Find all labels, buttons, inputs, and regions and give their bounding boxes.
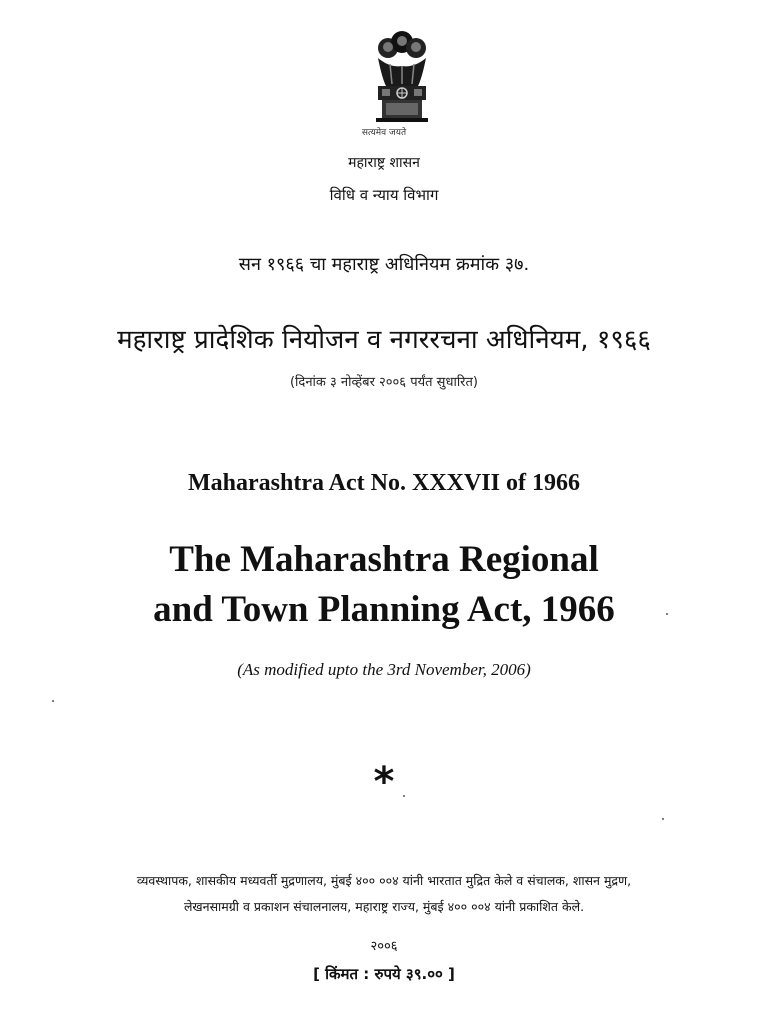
act-number-marathi: सन १९६६ चा महाराष्ट्र अधिनियम क्रमांक ३७. <box>238 254 530 275</box>
department-name: विधि व न्याय विभाग <box>329 186 439 204</box>
scan-speck <box>662 818 664 820</box>
scan-speck <box>403 795 405 797</box>
publisher-line-2: लेखनसामग्री व प्रकाशन संचालनालय, महाराष्ट्र राज्य, मुंबई ४०० ००४ यांनी प्रकाशित केले. <box>183 899 585 914</box>
lion-capital-emblem-icon <box>366 28 438 138</box>
asterisk-separator: * <box>373 759 395 805</box>
price-label: [ किंमत : रुपये ३९.०० ] <box>313 965 455 983</box>
emblem-motto: सत्यमेव जयते <box>361 128 407 138</box>
modification-note-marathi: (दिनांक ३ नोव्हेंबर २००६ पर्यंत सुधारित) <box>289 375 478 390</box>
publisher-line-1: व्यवस्थापक, शासकीय मध्यवर्ती मुद्रणालय, मुंबई ४०० ००४ यांनी भारतात मुद्रित केले व संचालक, शासन मुद्रण, <box>136 873 632 888</box>
act-number-english: Maharashtra Act No. XXXVII of 1966 <box>188 470 580 496</box>
government-name: महाराष्ट्र शासन <box>348 155 420 171</box>
act-title-english <box>0 535 768 635</box>
act-title-line-2: and Town Planning Act, 1966 <box>153 589 615 630</box>
act-title-line-1: The Maharashtra Regional <box>169 539 599 580</box>
scan-speck <box>666 613 668 615</box>
publication-year: २००६ <box>370 939 398 954</box>
scan-speck <box>52 700 54 702</box>
modification-note-english: (As modified upto the 3rd November, 2006) <box>237 660 531 679</box>
act-title-marathi: महाराष्ट्र प्रादेशिक नियोजन व नगररचना अधिनियम, १९६६ <box>117 325 651 355</box>
